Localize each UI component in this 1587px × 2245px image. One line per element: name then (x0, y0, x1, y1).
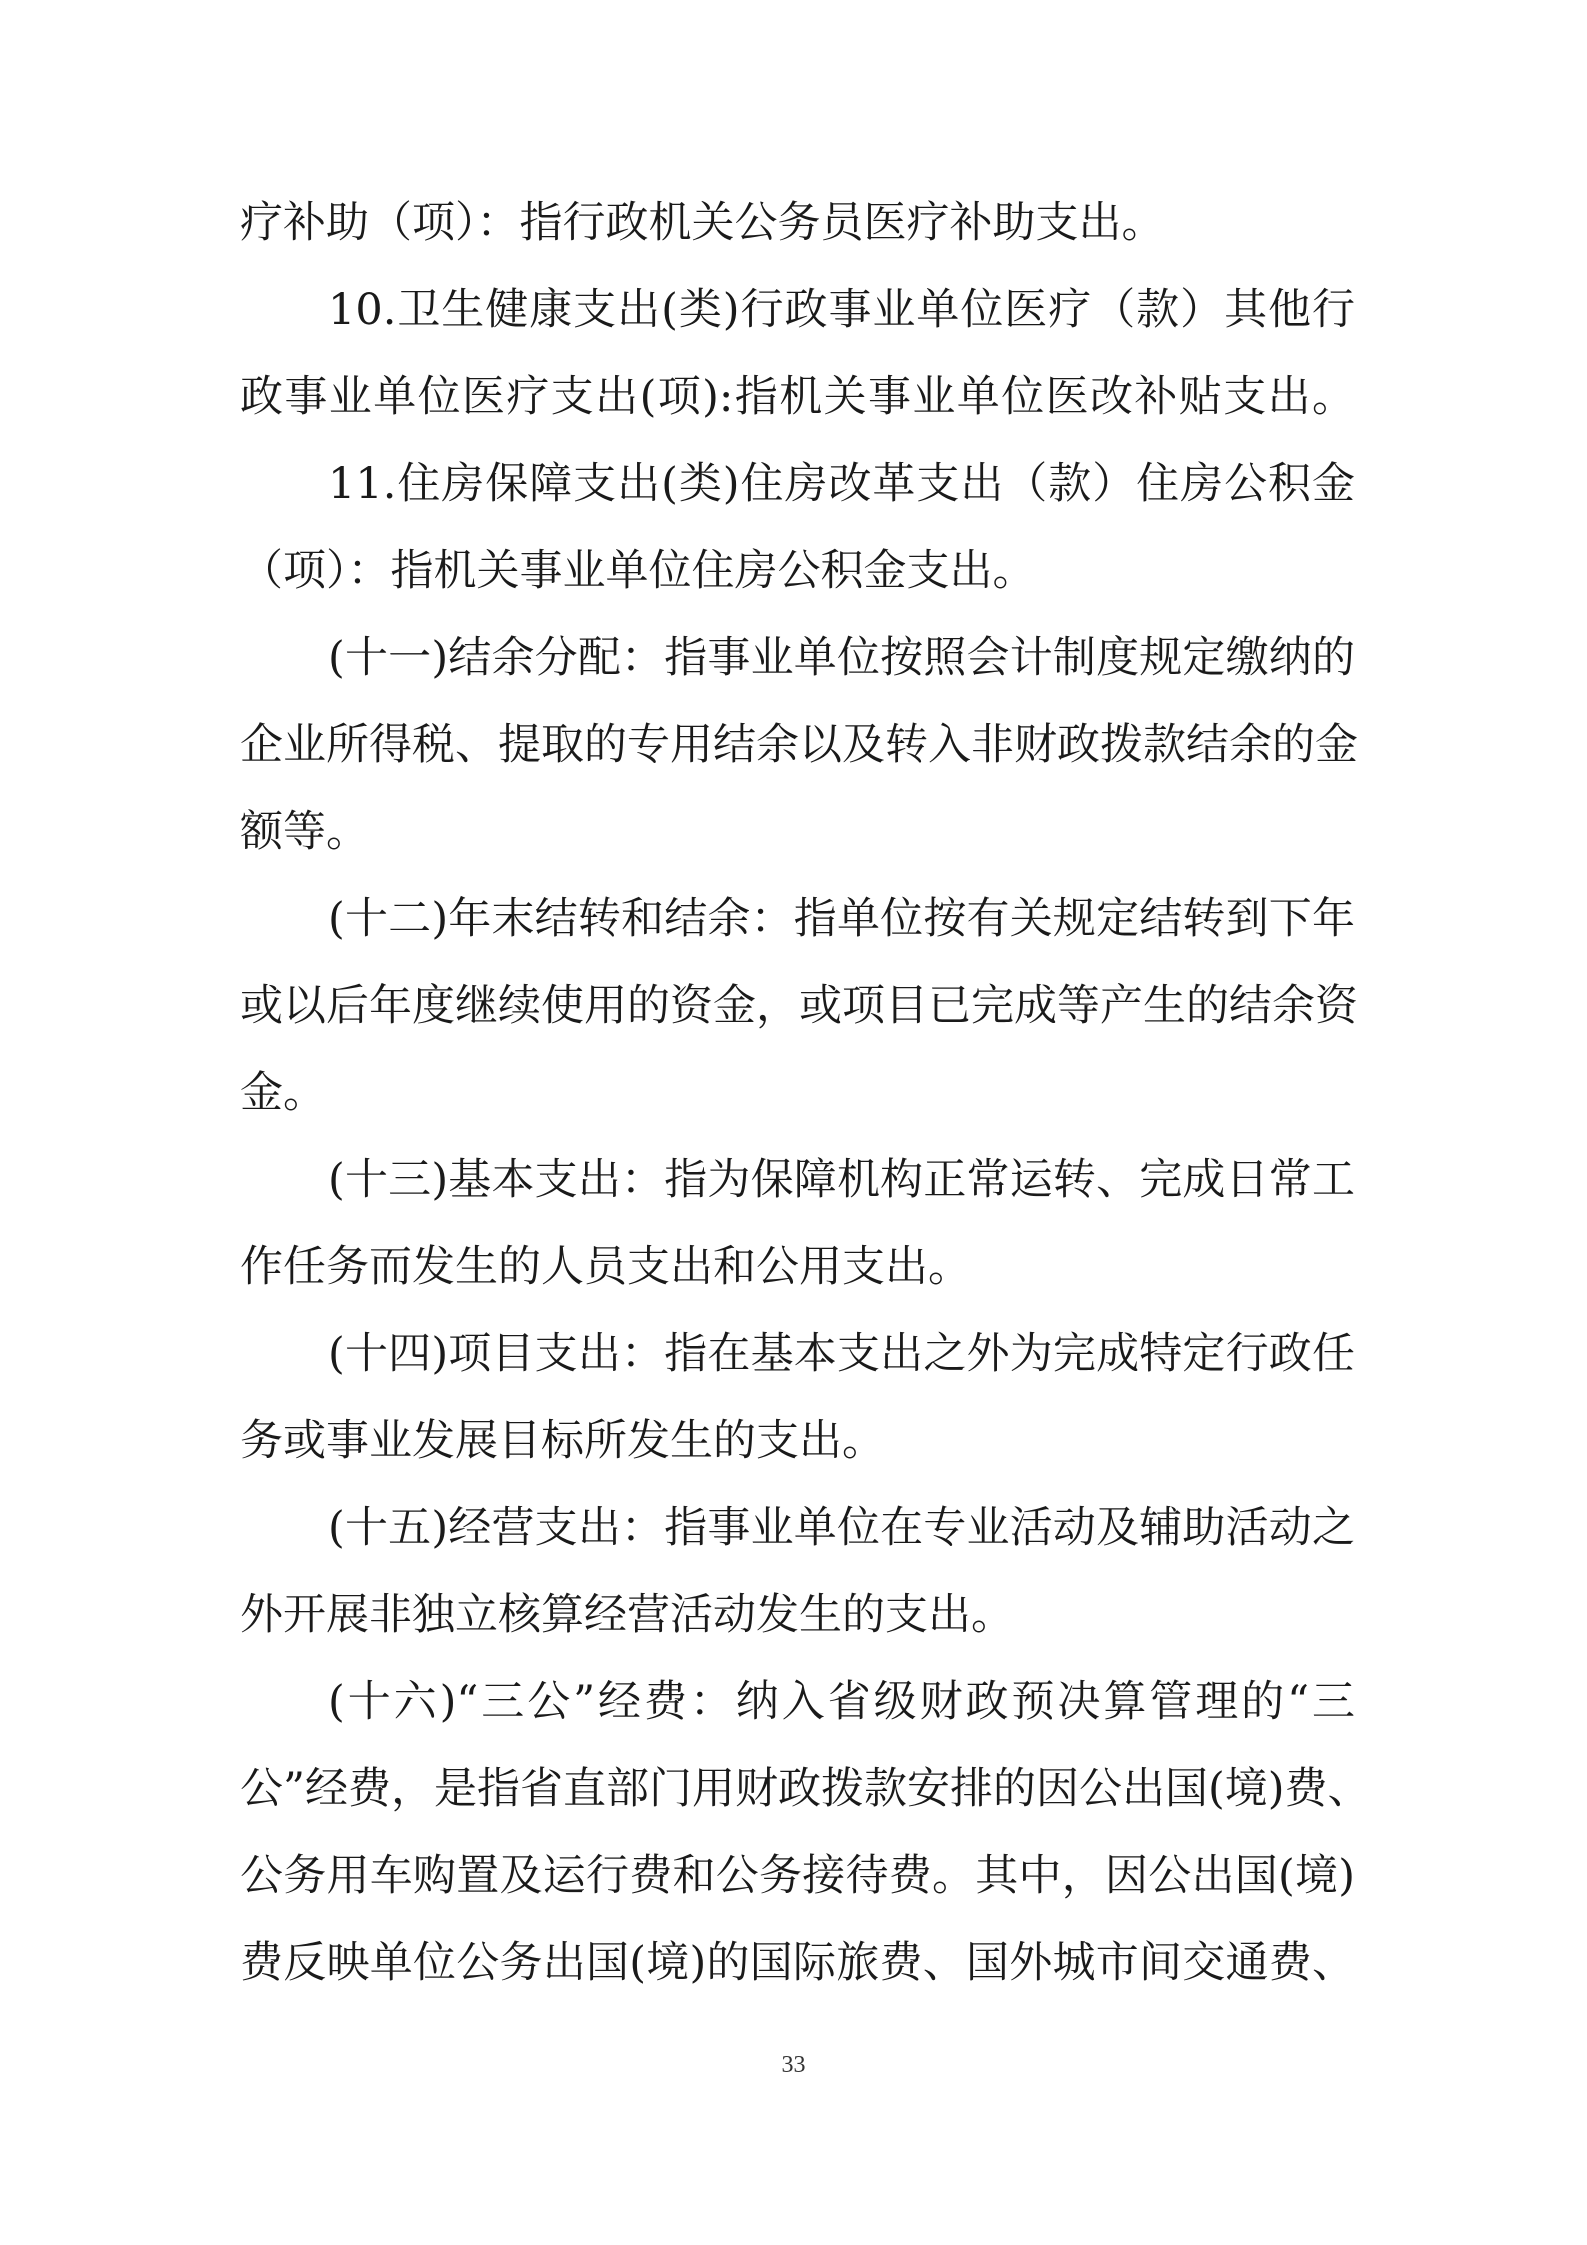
text-line-5: （项）：指机关事业单位住房公积金支出。 (240, 546, 1036, 596)
text-line-17: 外开展非独立核算经营活动发生的支出。 (240, 1590, 1014, 1640)
page-number: 33 (781, 2052, 806, 2078)
text-line-16: (十五)经营支出：指事业单位在专业活动及辅助活动之 (328, 1503, 1355, 1553)
text-line-2: 10.卫生健康支出(类)行政事业单位医疗（款）其他行 (328, 285, 1355, 335)
text-line-18: (十六)“三公”经费：纳入省级财政预决算管理的“三 (328, 1677, 1355, 1727)
text-line-20: 公务用车购置及运行费和公务接待费。其中，因公出国(境) (240, 1851, 1355, 1901)
text-line-10: 或以后年度继续使用的资金，或项目已完成等产生的结余资 (240, 981, 1358, 1031)
text-line-1: 疗补助（项）：指行政机关公务员医疗补助支出。 (240, 198, 1165, 248)
text-line-14: (十四)项目支出：指在基本支出之外为完成特定行政任 (328, 1329, 1355, 1379)
text-line-9: (十二)年末结转和结余：指单位按有关规定结转到下年 (328, 894, 1355, 944)
text-line-6: (十一)结余分配：指事业单位按照会计制度规定缴纳的 (328, 633, 1355, 683)
text-line-15: 务或事业发展目标所发生的支出。 (240, 1416, 885, 1466)
text-line-11: 金。 (240, 1068, 326, 1118)
text-line-21: 费反映单位公务出国(境)的国际旅费、国外城市间交通费、 (240, 1938, 1355, 1988)
text-line-3: 政事业单位医疗支出(项):指机关事业单位医改补贴支出。 (240, 372, 1355, 422)
text-line-4: 11.住房保障支出(类)住房改革支出（款）住房公积金 (328, 459, 1355, 509)
text-line-13: 作任务而发生的人员支出和公用支出。 (240, 1242, 971, 1292)
text-line-8: 额等。 (240, 807, 369, 857)
text-line-12: (十三)基本支出：指为保障机构正常运转、完成日常工 (328, 1155, 1355, 1205)
text-line-7: 企业所得税、提取的专用结余以及转入非财政拨款结余的金 (240, 720, 1358, 770)
text-line-19: 公”经费，是指省直部门用财政拨款安排的因公出国(境)费、 (240, 1764, 1371, 1814)
